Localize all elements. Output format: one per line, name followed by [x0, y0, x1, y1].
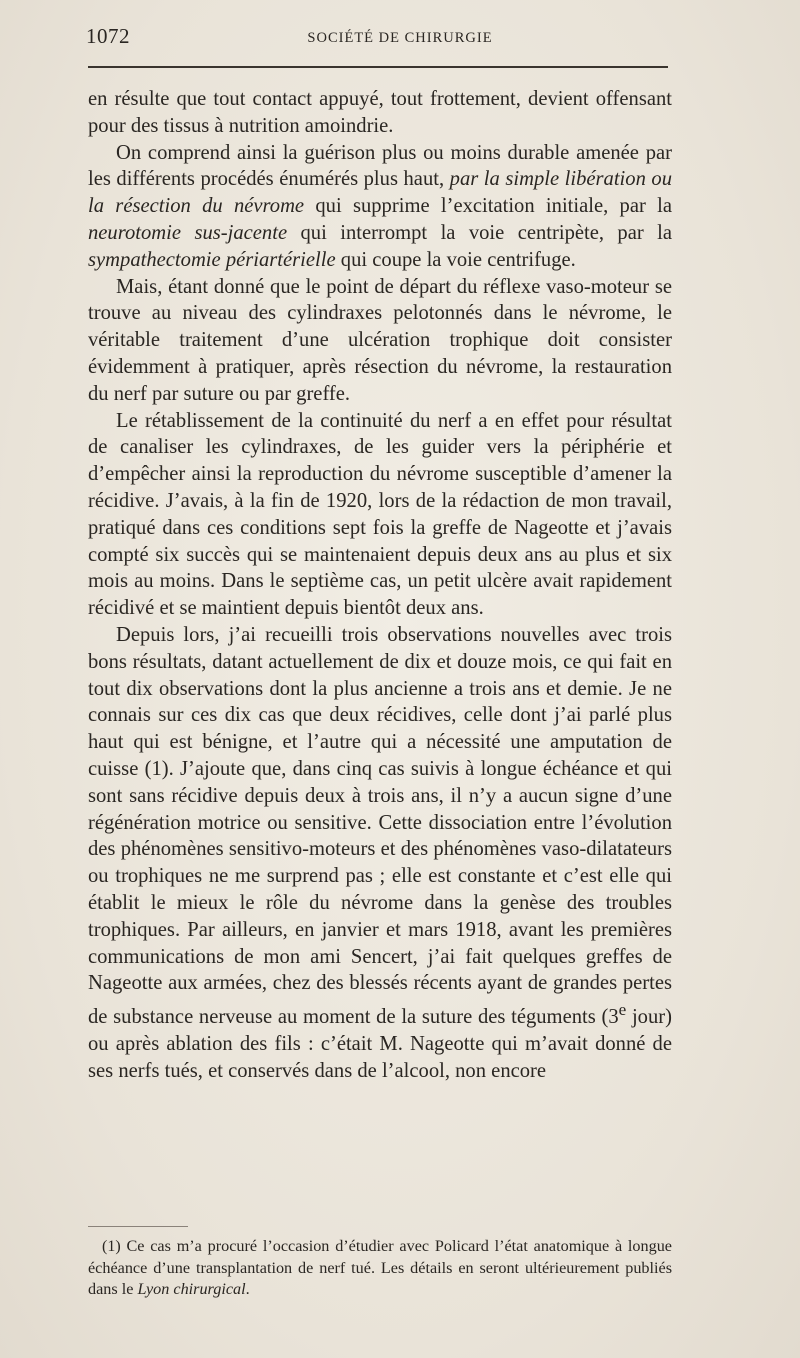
footnote — [88, 1236, 672, 1301]
p2-text-b: qui supprime l’excitation initiale, par la — [304, 195, 672, 218]
page-number: 1072 — [86, 24, 130, 48]
p5-text-a: Depuis lors, j’ai recueilli trois observations nouvelles avec trois bons résultats, datant actuellement de dix et douze mois, ce qui fait en tout dix observations dont la plus ancienne a trois ans et demie. Je ne connais sur ces dix cas que deux récidives, celle dont j’ai parlé plus haut qui est bénigne, et l’autre qui a nécessité une amputation de cuisse — [88, 623, 672, 780]
running-title: SOCIÉTÉ DE CHIRURGIE — [307, 30, 493, 46]
p2-italic-2: neurotomie sus-jacente — [88, 221, 288, 244]
header-rule — [88, 66, 668, 68]
body-text — [88, 86, 672, 1084]
paragraph-4: Le rétablissement de la continuité du nerf a en effet pour résultat de canaliser les cylindraxes, de les guider vers la périphérie et d’empêcher ainsi la reproduction du névrome susceptible d’amener la récidive. J’avais, à la fin de 1920, lors de la rédaction de mon travail, pratiqué dans ces conditions sept fois la greffe de Nageotte et j’avais compté six succès qui se maintenaient depuis deux ans au plus et six mois au moins. Dans le septième cas, un petit ulcère avait rapidement récidivé et se maintient depuis bientôt deux ans. — [88, 409, 672, 620]
p2-italic-1: par la simple libération ou la résection du névrome — [88, 168, 672, 218]
footnote-text-b: . — [245, 1280, 250, 1298]
paragraph-5 — [88, 622, 672, 1084]
footnote-text-a: Ce cas m’a procuré l’occasion d’étudier avec Policard l’état anatomique à longue échéance d’une transplantation de nerf tué. Les détails en seront ultérieurement publiés dans le — [88, 1237, 672, 1298]
p2-text-c: qui interrompt la voie centripète, par la — [287, 221, 672, 244]
paragraph-3: Mais, étant donné que le point de départ du réflexe vaso-moteur se trouve au niveau des cylindraxes pelotonnés dans le névrome, le véritable traitement d’une ulcération trophique doit consister évidemment à pratiquer, après résection du névrome, la restauration du nerf par suture ou par greffe. — [88, 275, 672, 405]
p5-text-b: . J’ajoute que, dans cinq cas suivis à longue échéance et qui sont sans récidive depuis deux à trois ans, il n’y a aucun signe d’une régénération motrice ou sensitive. Cette dissociation entre l’évolution des phénomènes sensitivo-moteurs et des phénomènes vaso-dilatateurs ou trophiques ne me surprend pas ; elle est constante et c’est elle qui établit le mieux le rôle du névrome dans la genèse des troubles trophiques. Par ailleurs, en janvier et mars 1918, avant les premières communications de mon ami Sencert, j’ai fait quelques greffes de Nageotte aux armées, chez des blessés récents ayant de grandes pertes de substance nerveuse au moment de la suture des téguments (3 — [88, 757, 672, 1028]
p5-text-c: jour) ou après ablation des fils : c’était M. Nageotte qui m’avait donné de ses nerfs tués, et conservés dans de l’alcool, non encore — [88, 1005, 672, 1082]
paragraph-1: en résulte que tout contact appuyé, tout frottement, devient offensant pour des tissus à nutrition amoindrie. — [88, 88, 672, 137]
footnote-journal: Lyon chirurgical — [137, 1280, 246, 1298]
footnote-mark: (1) — [102, 1238, 121, 1255]
paragraph-2 — [88, 140, 672, 274]
p2-text-d: qui coupe la voie centrifuge. — [335, 248, 576, 271]
p2-italic-3: sympathectomie périartérielle — [88, 248, 336, 271]
footnote-paragraph — [88, 1236, 672, 1301]
p2-text-a: On comprend ainsi la guérison plus ou moins durable amenée par les différents procédés énumérés plus haut, — [88, 141, 672, 191]
footnote-rule — [88, 1226, 188, 1227]
footnote-reference[interactable]: (1) — [144, 757, 169, 780]
p5-superscript: e — [618, 1000, 627, 1020]
